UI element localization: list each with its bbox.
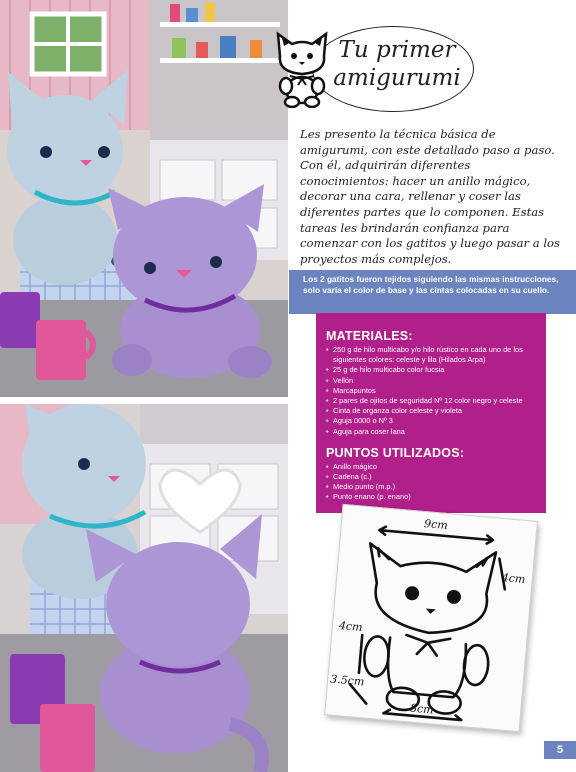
- page-title-line2: amigurumi: [333, 65, 461, 91]
- list-item: • Marcapuntos: [326, 386, 536, 396]
- page-number: 5: [544, 741, 576, 759]
- intro-text: Les presento la técnica básica de amigurumi, con este detallado paso a paso. Con él, adquirirán diferentes conocimientos: hacer un anillo mágico, decorar una cara, rellenar y coser las diferentes partes que lo componen. Estas tareas les brindarán confianza para comenzar con los gatitos y luego pasar a los proyectos más complejos.: [300, 127, 560, 266]
- materials-title: MATERIALES:: [326, 329, 413, 343]
- list-item: • 250 g de hilo multicabo y/o hilo rústico en cada uno de los siguientes colores: celeste y lila (Hilados Arpa): [326, 345, 536, 365]
- list-item: • Cadena (c.): [326, 472, 536, 482]
- list-item: • 2 pares de ojitos de seguridad Nº 12 color negro y celeste: [326, 396, 536, 406]
- stitches-list: [326, 462, 536, 503]
- page-title: [332, 36, 462, 92]
- sketch-label-base: 8cm: [409, 701, 435, 717]
- sketch-label-leg: 3.5cm: [329, 672, 365, 689]
- list-item: • Punto enano (p. enano): [326, 492, 536, 502]
- list-item: • Anillo mágico: [326, 462, 536, 472]
- list-item: • Medio punto (m.p.): [326, 482, 536, 492]
- pattern-sketch: [324, 504, 538, 732]
- title-badge: [270, 22, 480, 117]
- stitches-title: PUNTOS UTILIZADOS:: [326, 445, 465, 460]
- page-title-line1: Tu primer: [338, 37, 456, 63]
- list-item: • Aguja para coser lana: [326, 427, 536, 437]
- sketch-label-arm: 4cm: [338, 619, 364, 635]
- list-item: • Vellón: [326, 376, 536, 386]
- cat-sketch-icon: [270, 28, 334, 108]
- photo-kittens-back: [0, 404, 288, 772]
- sketch-label-ear: 4cm: [501, 571, 526, 587]
- photo-kittens-front: [0, 0, 288, 397]
- materials-panel: [316, 313, 546, 513]
- materials-list: [326, 345, 536, 437]
- photo-caption-text: Los 2 gatitos fueron tejidos siguiendo las mismas instrucciones, solo varía el color de base y las cintas colocadas en su cuello.: [303, 274, 559, 295]
- list-item: • Cinta de organza color celeste y violeta: [326, 406, 536, 416]
- list-item: • 25 g de hilo multicabo color fucsia: [326, 365, 536, 375]
- photo-caption: [289, 270, 576, 314]
- sketch-label-head-width: 9cm: [423, 517, 449, 533]
- list-item: • Aguja 0000 o Nº 3: [326, 416, 536, 426]
